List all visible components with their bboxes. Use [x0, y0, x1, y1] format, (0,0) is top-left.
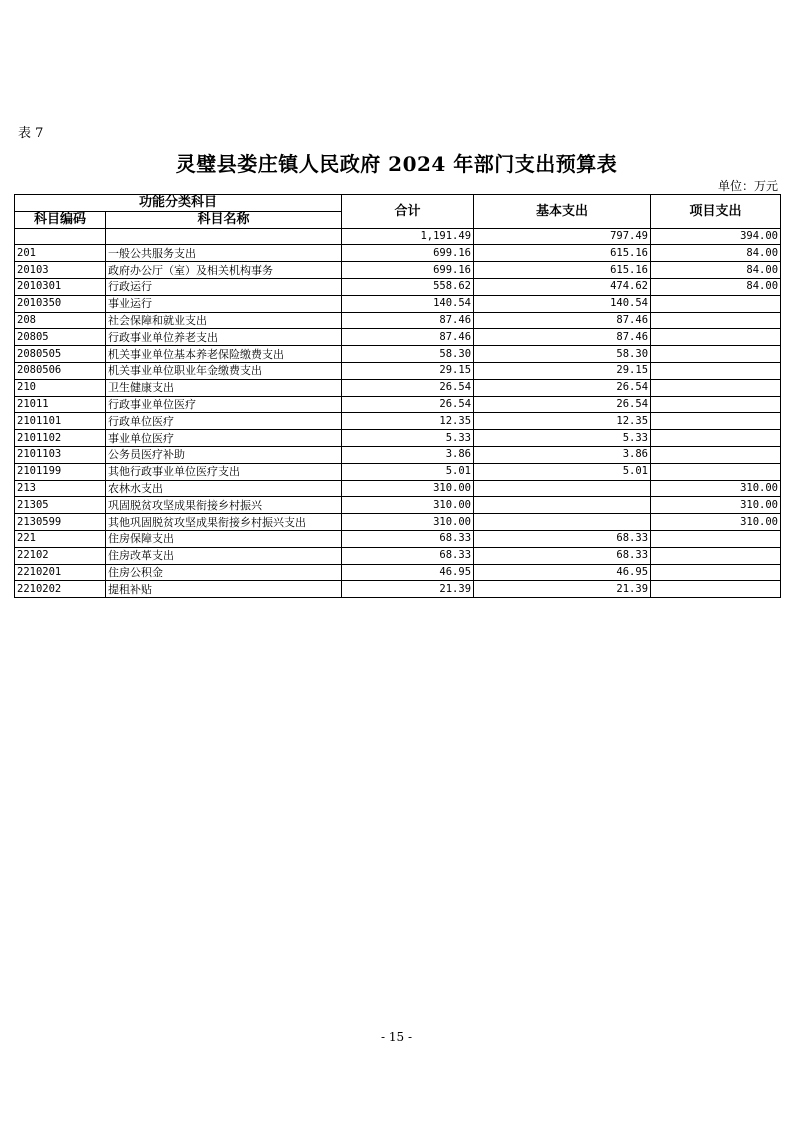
cell-subject-name: 住房公积金: [106, 564, 342, 581]
cell-basic-expenditure: 474.62: [474, 278, 651, 295]
cell-subject-name: [106, 228, 342, 245]
cell-subject-code: 2210201: [15, 564, 106, 581]
cell-subject-name: 卫生健康支出: [106, 379, 342, 396]
cell-total: 29.15: [342, 362, 474, 379]
cell-project-expenditure: [651, 430, 781, 447]
cell-basic-expenditure: 87.46: [474, 312, 651, 329]
cell-basic-expenditure: 5.01: [474, 463, 651, 480]
cell-subject-name: 提租补贴: [106, 581, 342, 598]
cell-subject-name: 农林水支出: [106, 480, 342, 497]
cell-subject-code: 2080505: [15, 346, 106, 363]
cell-subject-code: 210: [15, 379, 106, 396]
cell-subject-code: 221: [15, 530, 106, 547]
cell-basic-expenditure: 68.33: [474, 547, 651, 564]
cell-subject-name: 事业运行: [106, 295, 342, 312]
unit-note: 单位：万元: [717, 179, 778, 193]
cell-project-expenditure: 84.00: [651, 262, 781, 279]
cell-project-expenditure: [651, 581, 781, 598]
cell-total: 310.00: [342, 514, 474, 531]
cell-project-expenditure: [651, 564, 781, 581]
cell-total: 68.33: [342, 530, 474, 547]
cell-subject-code: 20103: [15, 262, 106, 279]
cell-project-expenditure: 394.00: [651, 228, 781, 245]
table-row: [15, 379, 781, 396]
header-project-expenditure: 项目支出: [651, 195, 781, 229]
table-row: [15, 497, 781, 514]
cell-total: 26.54: [342, 379, 474, 396]
cell-total: 21.39: [342, 581, 474, 598]
table-row: [15, 362, 781, 379]
table-row: [15, 413, 781, 430]
cell-project-expenditure: [651, 312, 781, 329]
cell-basic-expenditure: 26.54: [474, 379, 651, 396]
cell-basic-expenditure: [474, 497, 651, 514]
table-row: [15, 278, 781, 295]
cell-total: 699.16: [342, 262, 474, 279]
cell-subject-name: 行政运行: [106, 278, 342, 295]
cell-total: 558.62: [342, 278, 474, 295]
cell-subject-code: 2130599: [15, 514, 106, 531]
table-row: [15, 446, 781, 463]
cell-total: 699.16: [342, 245, 474, 262]
cell-basic-expenditure: 140.54: [474, 295, 651, 312]
cell-subject-name: 机关事业单位职业年金缴费支出: [106, 362, 342, 379]
cell-subject-name: 其他巩固脱贫攻坚成果衔接乡村振兴支出: [106, 514, 342, 531]
table-row: [15, 581, 781, 598]
table-row: [15, 564, 781, 581]
cell-subject-code: 208: [15, 312, 106, 329]
budget-table: [14, 194, 781, 598]
cell-total: 1,191.49: [342, 228, 474, 245]
cell-subject-name: 政府办公厅（室）及相关机构事务: [106, 262, 342, 279]
cell-project-expenditure: [651, 295, 781, 312]
cell-basic-expenditure: 26.54: [474, 396, 651, 413]
cell-basic-expenditure: 68.33: [474, 530, 651, 547]
table-row: [15, 312, 781, 329]
cell-total: 46.95: [342, 564, 474, 581]
cell-subject-code: 2101101: [15, 413, 106, 430]
cell-basic-expenditure: 615.16: [474, 245, 651, 262]
cell-subject-name: 住房改革支出: [106, 547, 342, 564]
cell-basic-expenditure: [474, 514, 651, 531]
cell-subject-code: 21305: [15, 497, 106, 514]
header-subject-name: 科目名称: [106, 211, 342, 228]
cell-project-expenditure: 84.00: [651, 278, 781, 295]
cell-subject-name: 一般公共服务支出: [106, 245, 342, 262]
cell-basic-expenditure: 615.16: [474, 262, 651, 279]
cell-total: 5.01: [342, 463, 474, 480]
cell-basic-expenditure: 12.35: [474, 413, 651, 430]
cell-subject-name: 住房保障支出: [106, 530, 342, 547]
cell-subject-name: 事业单位医疗: [106, 430, 342, 447]
cell-subject-name: 公务员医疗补助: [106, 446, 342, 463]
header-total: 合计: [342, 195, 474, 229]
cell-total: 310.00: [342, 480, 474, 497]
header-basic-expenditure: 基本支出: [474, 195, 651, 229]
cell-project-expenditure: [651, 362, 781, 379]
table-row: [15, 329, 781, 346]
page-number: - 15 -: [380, 1030, 412, 1044]
cell-project-expenditure: 310.00: [651, 497, 781, 514]
cell-subject-code: 2080506: [15, 362, 106, 379]
cell-total: 5.33: [342, 430, 474, 447]
table-row: [15, 530, 781, 547]
cell-subject-code: 2101102: [15, 430, 106, 447]
cell-basic-expenditure: 87.46: [474, 329, 651, 346]
cell-project-expenditure: [651, 547, 781, 564]
cell-subject-code: 2210202: [15, 581, 106, 598]
table-row: [15, 430, 781, 447]
cell-basic-expenditure: 5.33: [474, 430, 651, 447]
cell-project-expenditure: [651, 346, 781, 363]
cell-subject-code: 2101103: [15, 446, 106, 463]
table-label: 表 7: [18, 126, 44, 141]
cell-subject-code: 2101199: [15, 463, 106, 480]
header-subject-code: 科目编码: [15, 211, 106, 228]
cell-project-expenditure: [651, 329, 781, 346]
cell-total: 3.86: [342, 446, 474, 463]
cell-basic-expenditure: [474, 480, 651, 497]
table-body: [15, 228, 781, 598]
cell-project-expenditure: 310.00: [651, 514, 781, 531]
cell-total: 140.54: [342, 295, 474, 312]
cell-subject-code: 2010301: [15, 278, 106, 295]
cell-subject-name: 巩固脱贫攻坚成果衔接乡村振兴: [106, 497, 342, 514]
cell-subject-code: 213: [15, 480, 106, 497]
cell-subject-code: 21011: [15, 396, 106, 413]
cell-basic-expenditure: 21.39: [474, 581, 651, 598]
cell-project-expenditure: [651, 530, 781, 547]
table-row: [15, 396, 781, 413]
cell-basic-expenditure: 3.86: [474, 446, 651, 463]
cell-project-expenditure: [651, 413, 781, 430]
cell-subject-name: 机关事业单位基本养老保险缴费支出: [106, 346, 342, 363]
cell-total: 58.30: [342, 346, 474, 363]
cell-subject-code: 22102: [15, 547, 106, 564]
cell-project-expenditure: [651, 446, 781, 463]
cell-project-expenditure: 310.00: [651, 480, 781, 497]
cell-total: 87.46: [342, 312, 474, 329]
table-row: [15, 514, 781, 531]
cell-basic-expenditure: 58.30: [474, 346, 651, 363]
table-row: [15, 295, 781, 312]
cell-total: 68.33: [342, 547, 474, 564]
cell-subject-name: 行政事业单位养老支出: [106, 329, 342, 346]
table-row: [15, 228, 781, 245]
cell-subject-code: 2010350: [15, 295, 106, 312]
cell-basic-expenditure: 29.15: [474, 362, 651, 379]
cell-total: 310.00: [342, 497, 474, 514]
cell-project-expenditure: [651, 463, 781, 480]
cell-subject-code: 201: [15, 245, 106, 262]
table-row: [15, 480, 781, 497]
table-row: [15, 262, 781, 279]
header-function-category: 功能分类科目: [15, 195, 342, 212]
table-row: [15, 245, 781, 262]
cell-subject-name: 其他行政事业单位医疗支出: [106, 463, 342, 480]
cell-subject-name: 行政单位医疗: [106, 413, 342, 430]
cell-project-expenditure: [651, 396, 781, 413]
cell-total: 87.46: [342, 329, 474, 346]
cell-basic-expenditure: 797.49: [474, 228, 651, 245]
cell-project-expenditure: 84.00: [651, 245, 781, 262]
cell-total: 12.35: [342, 413, 474, 430]
cell-basic-expenditure: 46.95: [474, 564, 651, 581]
cell-subject-code: [15, 228, 106, 245]
cell-subject-name: 行政事业单位医疗: [106, 396, 342, 413]
table-row: [15, 547, 781, 564]
page-title: 灵璧县娄庄镇人民政府 2024 年部门支出预算表: [175, 152, 618, 176]
cell-subject-code: 20805: [15, 329, 106, 346]
table-row: [15, 463, 781, 480]
table-row: [15, 346, 781, 363]
cell-project-expenditure: [651, 379, 781, 396]
cell-subject-name: 社会保障和就业支出: [106, 312, 342, 329]
cell-total: 26.54: [342, 396, 474, 413]
